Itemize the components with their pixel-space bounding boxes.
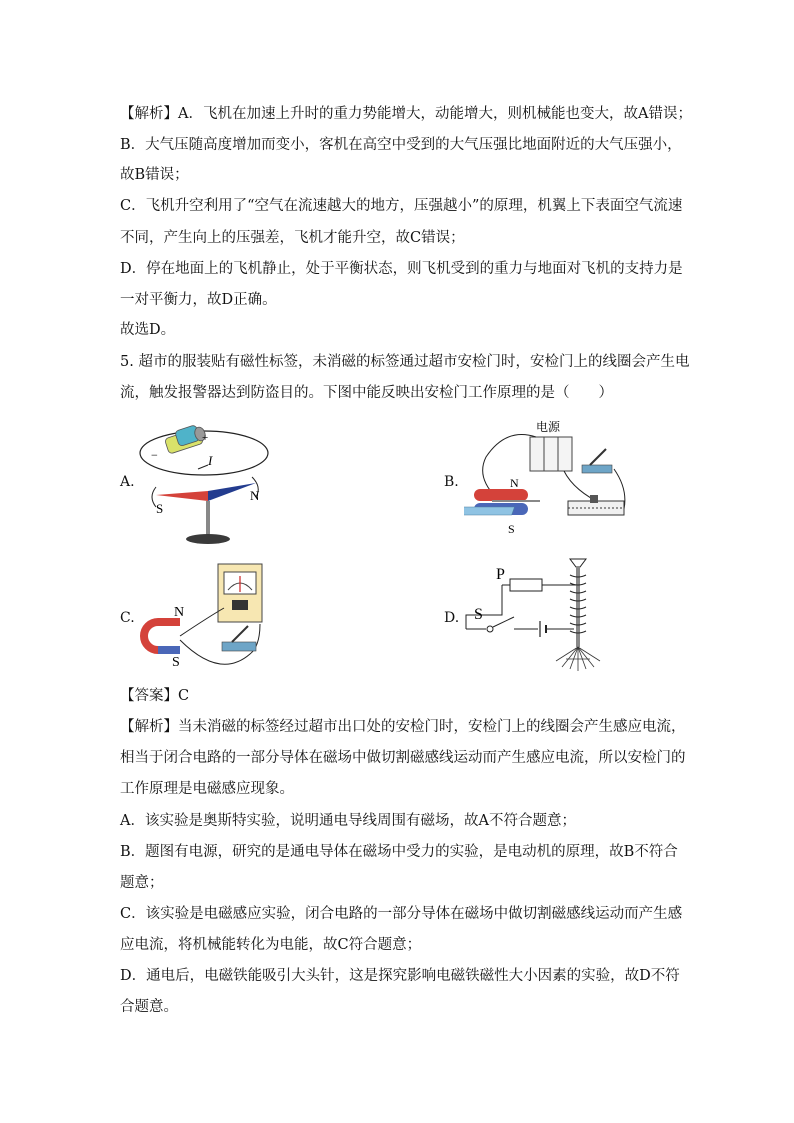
analysis1-line-4: C．飞机升空利用了“空气在流速越大的地方，压强越小”的原理，机翼上下表面空气流速 bbox=[120, 198, 683, 214]
battery-minus-label: − bbox=[151, 448, 158, 462]
analysis2-line-1: 【解析】当未消磁的标签经过超市出口处的安检门时，安检门上的线圈会产生感应电流， bbox=[120, 719, 686, 735]
analysis2-line-3: 工作原理是电磁感应现象。 bbox=[120, 781, 294, 797]
needle-north-label: N bbox=[250, 488, 260, 503]
figure-b-label: B. bbox=[444, 474, 459, 490]
analysis2-line-8: 应电流，将机械能转化为电能，故C符合题意； bbox=[120, 937, 422, 953]
analysis2-line-4: A．该实验是奥斯特实验，说明通电导线周围有磁场，故A不符合题意； bbox=[120, 813, 576, 829]
analysis2-line-7: C．该实验是电磁感应实验，闭合电路的一部分导体在磁场中做切割磁感线运动而产生感 bbox=[120, 906, 683, 922]
figure-d-electromagnet bbox=[462, 555, 622, 675]
analysis1-line-5: 不同，产生向上的压强差，飞机才能升空，故C错误； bbox=[120, 230, 465, 246]
figure-c-induction bbox=[140, 560, 280, 680]
analysis1-line-2: B．大气压随高度增加而变小，客机在高空中受到的大气压强比地面附近的大气压强小， bbox=[120, 137, 682, 153]
figure-a-label: A. bbox=[120, 474, 135, 490]
analysis2-line-2: 相当于闭合电路的一部分导体在磁场中做切割磁感线运动而产生感应电流，所以安检门的 bbox=[120, 750, 686, 766]
switch-icon bbox=[222, 626, 256, 651]
analysis2-line-10: 合题意。 bbox=[120, 999, 178, 1015]
analysis2-line-5: B．题图有电源，研究的是通电导体在磁场中受力的实验，是电动机的原理，故B不符合 bbox=[120, 844, 678, 860]
figure-d-label: D. bbox=[444, 610, 460, 626]
pins-icon bbox=[556, 647, 600, 671]
switch-label: S bbox=[474, 606, 483, 623]
current-label: I bbox=[208, 453, 213, 468]
switch-icon bbox=[487, 626, 493, 632]
horseshoe-magnet-icon bbox=[144, 622, 180, 650]
needle-south-label: S bbox=[156, 501, 164, 516]
rheostat-resistor bbox=[510, 579, 542, 591]
switch-icon bbox=[582, 449, 612, 473]
needle-south-half bbox=[156, 491, 208, 501]
slider-label: P bbox=[496, 566, 505, 583]
electromagnet-coil-icon bbox=[570, 559, 586, 647]
analysis1-line-8: 故选D。 bbox=[120, 322, 176, 338]
analysis2-line-9: D．通电后，电磁铁能吸引大头针，这是探究影响电磁铁磁性大小因素的实验，故D不符 bbox=[120, 968, 680, 984]
question5-line-2: 流，触发报警器达到防盗目的。下图中能反映出安检门工作原理的是（ ） bbox=[120, 385, 613, 401]
analysis1-line-1: 【解析】A．飞机在加速上升时的重力势能增大，动能增大，则机械能也变大，故A错误； bbox=[120, 106, 692, 122]
rheostat-icon bbox=[568, 495, 624, 515]
needle-stand bbox=[206, 501, 210, 535]
analysis1-line-3: 故B错误； bbox=[120, 167, 189, 183]
analysis1-line-7: 一对平衡力，故D正确。 bbox=[120, 292, 277, 308]
magnet-south-label: S bbox=[508, 522, 515, 536]
analysis1-line-6: D．停在地面上的飞机静止，处于平衡状态，则飞机受到的重力与地面对飞机的支持力是 bbox=[120, 261, 683, 277]
wire-top-left bbox=[466, 585, 502, 629]
figure-c-label: C. bbox=[120, 610, 135, 626]
magnet-south-label: S bbox=[172, 655, 180, 670]
analysis2-line-6: 题意； bbox=[120, 875, 164, 891]
magnet-north-label: N bbox=[510, 476, 519, 490]
current-arrow bbox=[198, 465, 208, 469]
magnet-north-label: N bbox=[174, 605, 185, 620]
galvanometer-icon bbox=[218, 564, 262, 622]
needle-north-half bbox=[208, 483, 256, 501]
battery-icon bbox=[164, 425, 207, 455]
stand-base bbox=[186, 534, 230, 544]
battery-pack-icon bbox=[530, 437, 572, 471]
battery-plus-label: + bbox=[202, 432, 209, 444]
answer: 【答案】C bbox=[120, 688, 190, 704]
question5-line-1: 5. 超市的服装贴有磁性标签，未消磁的标签通过超市安检门时，安检门上的线圈会产生电 bbox=[120, 354, 690, 370]
rail-plate bbox=[464, 507, 515, 515]
figure-a-oersted bbox=[138, 415, 278, 550]
wire-top bbox=[180, 608, 224, 636]
switch-blade bbox=[493, 617, 514, 627]
figure-b-motor-principle bbox=[464, 415, 634, 540]
power-label: 电源 bbox=[536, 420, 561, 434]
